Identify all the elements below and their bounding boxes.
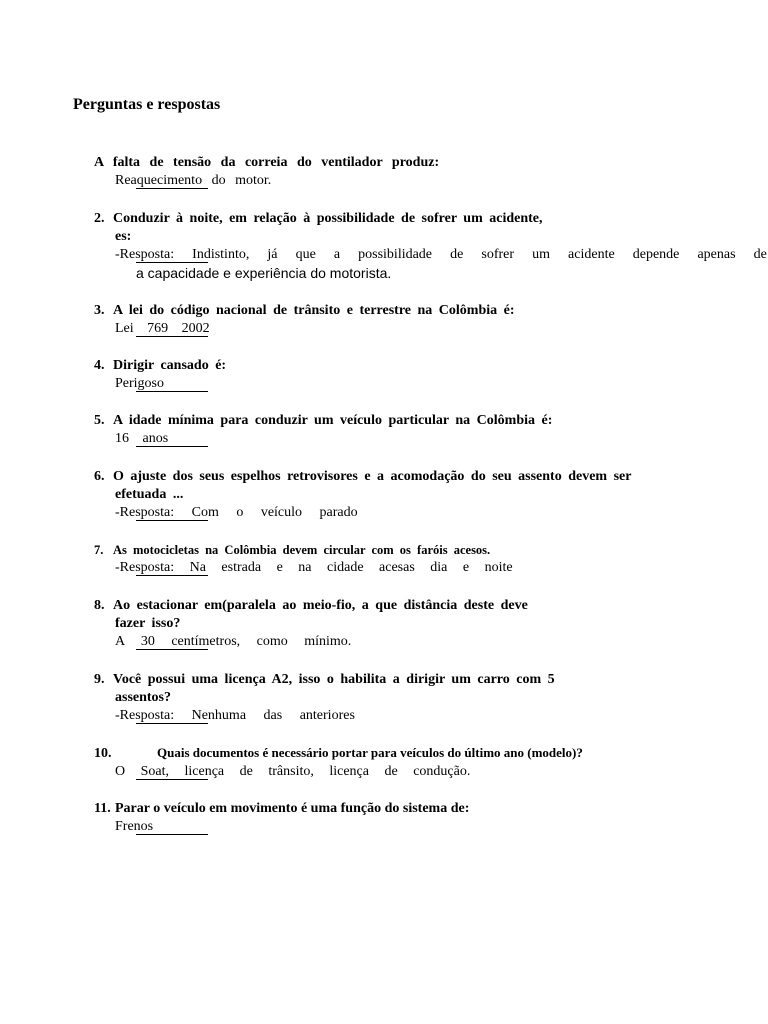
answer-underline [136, 188, 208, 189]
answer-underline [136, 575, 208, 576]
question-number: 9. [94, 672, 105, 687]
answer-text-cont: a capacidade e experiência do motorista. [136, 265, 392, 281]
question-text: A falta de tensão da correia do ventilador produz: [94, 155, 440, 170]
answer-text: -Resposta: Nenhuma das anteriores [115, 708, 355, 723]
answer-underline [136, 723, 208, 724]
qa-item-4 [94, 357, 766, 393]
question-number: 3. [94, 303, 105, 318]
qa-item-1 [94, 154, 766, 190]
question-text: 3. A lei do código nacional de trânsito e terrestre na Colômbia é: [94, 303, 515, 318]
answer-text: 16 anos [94, 430, 766, 448]
question-text: 11. Parar o veículo em movimento é uma função do sistema de: [94, 801, 470, 816]
answer-text: -Resposta: Indistinto, já que a possibilidade de sofrer um acidente depende apenas de [115, 247, 767, 262]
qa-item-5 [94, 412, 766, 448]
question-text: 10. Quais documentos é necessário portar para veículos do último ano (modelo)? [94, 745, 583, 761]
question-text: 9. Você possui uma licença A2, isso o habilita a dirigir um carro com 5 [94, 672, 555, 687]
answer-text: Frenos [94, 818, 766, 836]
answer-text: Lei 769 2002 [115, 321, 210, 336]
answer-text: Reaquecimento do motor. [115, 173, 272, 188]
answer-text: A 30 centímetros, como mínimo. [115, 634, 352, 649]
qa-item-7 [94, 541, 766, 577]
question-number: 8. [94, 598, 105, 613]
answer-text: -Resposta: Com o veículo parado [115, 505, 358, 520]
qa-item-3 [94, 302, 766, 338]
qa-item-11 [94, 800, 766, 836]
answer-underline [136, 391, 208, 392]
qa-item-6 [94, 468, 766, 522]
question-number: 2. [94, 211, 105, 226]
question-text-cont: es: [115, 229, 132, 244]
question-text: 2. Conduzir à noite, em relação à possibilidade de sofrer um acidente, [94, 211, 543, 226]
answer-underline [136, 336, 208, 337]
qa-item-8 [94, 597, 766, 651]
question-text: 4. Dirigir cansado é: [94, 358, 227, 373]
question-number: 6. [94, 469, 105, 484]
question-number: 7. [94, 543, 104, 557]
answer-underline [136, 649, 208, 650]
answer-underline [136, 520, 208, 521]
question-text-cont: assentos? [115, 690, 172, 705]
question-text-cont: fazer isso? [115, 616, 181, 631]
question-text: 5. A idade mínima para conduzir um veículo particular na Colômbia é: [94, 413, 553, 428]
answer-underline [136, 446, 208, 447]
question-number: 5. [94, 413, 105, 428]
page-title: Perguntas e respostas [73, 96, 221, 113]
answer-text: Perigoso [94, 375, 766, 393]
question-number: 4. [94, 358, 105, 373]
answer-text: O Soat, licença de trânsito, licença de condução. [115, 764, 471, 779]
answer-underline [136, 779, 208, 780]
question-text-cont: efetuada ... [115, 487, 184, 502]
answer-text: -Resposta: Na estrada e na cidade acesas dia e noite [115, 560, 513, 575]
qa-item-9 [94, 671, 766, 725]
question-text: 8. Ao estacionar em(paralela ao meio-fio, a que distância deste deve [94, 598, 528, 613]
answer-underline [136, 262, 208, 263]
question-text: 7. As motocicletas na Colômbia devem circular com os faróis acesos. [94, 543, 491, 557]
question-number: 11. [94, 801, 111, 816]
question-text: 6. O ajuste dos seus espelhos retrovisores e a acomodação do seu assento devem ser [94, 469, 632, 484]
qa-item-10 [94, 744, 766, 781]
answer-underline [136, 834, 208, 835]
question-number: 10. [94, 746, 112, 761]
qa-item-2 [94, 210, 766, 283]
